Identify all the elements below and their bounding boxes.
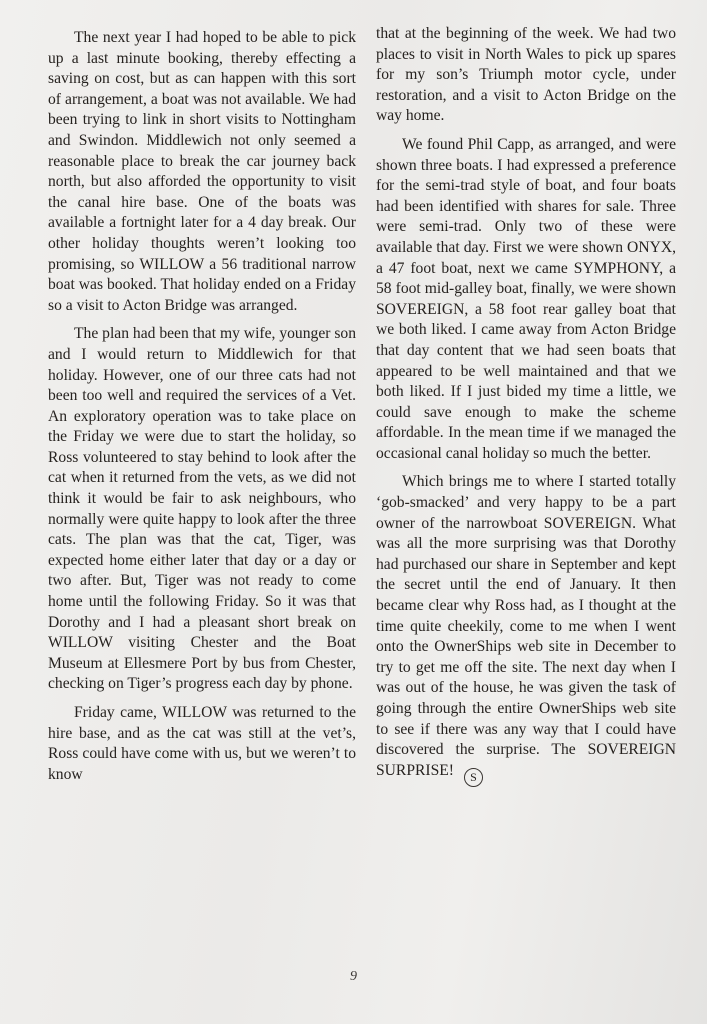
paragraph: Friday came, WILLOW was returned to the hire base, and as the cat was still at the vet’s, Ross could have come with us, but we weren’t to know xyxy=(48,704,356,783)
paragraph: The next year I had hoped to be able to pick up a last minute booking, thereby effecting a saving on cost, but as can happen with this sort of arrangement, a boat was not available. We had been trying to link in short visits to Nottingham and Swindon. Middlewich not only seemed a reasonable place to break the car journey back north, but also afforded the opportunity to visit the canal hire base. One of the boats was available a fortnight later for a 4 day break. Our other holiday thoughts weren’t looking too promising, so WILLOW a 56 traditional narrow boat was booked. That holiday ended on a Friday so a visit to Acton Bridge was arranged. xyxy=(48,29,356,314)
paragraph-text: Which brings me to where I started totally ‘gob-smacked’ and very happy to be a part owner of the narrowboat SOVEREIGN. What was all the more surprising was that Dorothy had purchased our share in September and kept the secret until the end of January. It then became clear why Ross had, as I thought at the time quite cheekily, come to me when I went onto the OwnerShips web site in December to try to get me off the site. The next day when I was out of the house, he was given the task of going through the entire OwnerShips web site to see if there was any way that I could have discovered the surprise. The SOVEREIGN SURPRISE! xyxy=(376,473,676,779)
paragraph-final xyxy=(376,472,676,786)
end-of-article-mark: S xyxy=(464,768,483,787)
paragraph: We found Phil Capp, as arranged, and were shown three boats. I had expressed a preference for the semi-trad style of boat, and four boats had been identified with shares for sale. Three were semi-trad. Only two of these were available that day. First we were shown ONYX, a 47 foot boat, next we came SYMPHONY, a 58 foot mid-galley boat, finally, we were shown SOVEREIGN, a 58 foot rear galley boat that we both liked. I came away from Acton Bridge that day content that we had seen boats that appeared to be well maintained and that we both liked. If I just bided my time a little, we could save enough to make the scheme affordable. In the mean time if we managed the occasional canal holiday so much the better. xyxy=(376,135,676,462)
paragraph-continuation: that at the beginning of the week. We had two places to visit in North Wales to pick up spares for my son’s Triumph motor cycle, under restoration, and a visit to Acton Bridge on the way home. xyxy=(376,25,676,125)
right-column xyxy=(376,24,676,795)
page-number: 9 xyxy=(350,969,357,984)
left-column xyxy=(48,28,356,793)
paragraph: The plan had been that my wife, younger son and I would return to Middlewich for that holiday. However, one of our three cats had not been too well and required the services of a Vet. An exploratory operation was to take place on the Friday we were due to start the holiday, so Ross volunteered to stay behind to look after the cat when it returned from the vets, as we did not think it would be fair to ask neighbours, who normally were quite happy to look after the three cats. The plan was that the cat, Tiger, was expected home either later that day or a day or two after. But, Tiger was not ready to come home until the following Friday. So it was that Dorothy and I had a pleasant short break on WILLOW visiting Chester and the Boat Museum at Ellesmere Port by bus from Chester, checking on Tiger’s progress each day by phone. xyxy=(48,325,356,693)
